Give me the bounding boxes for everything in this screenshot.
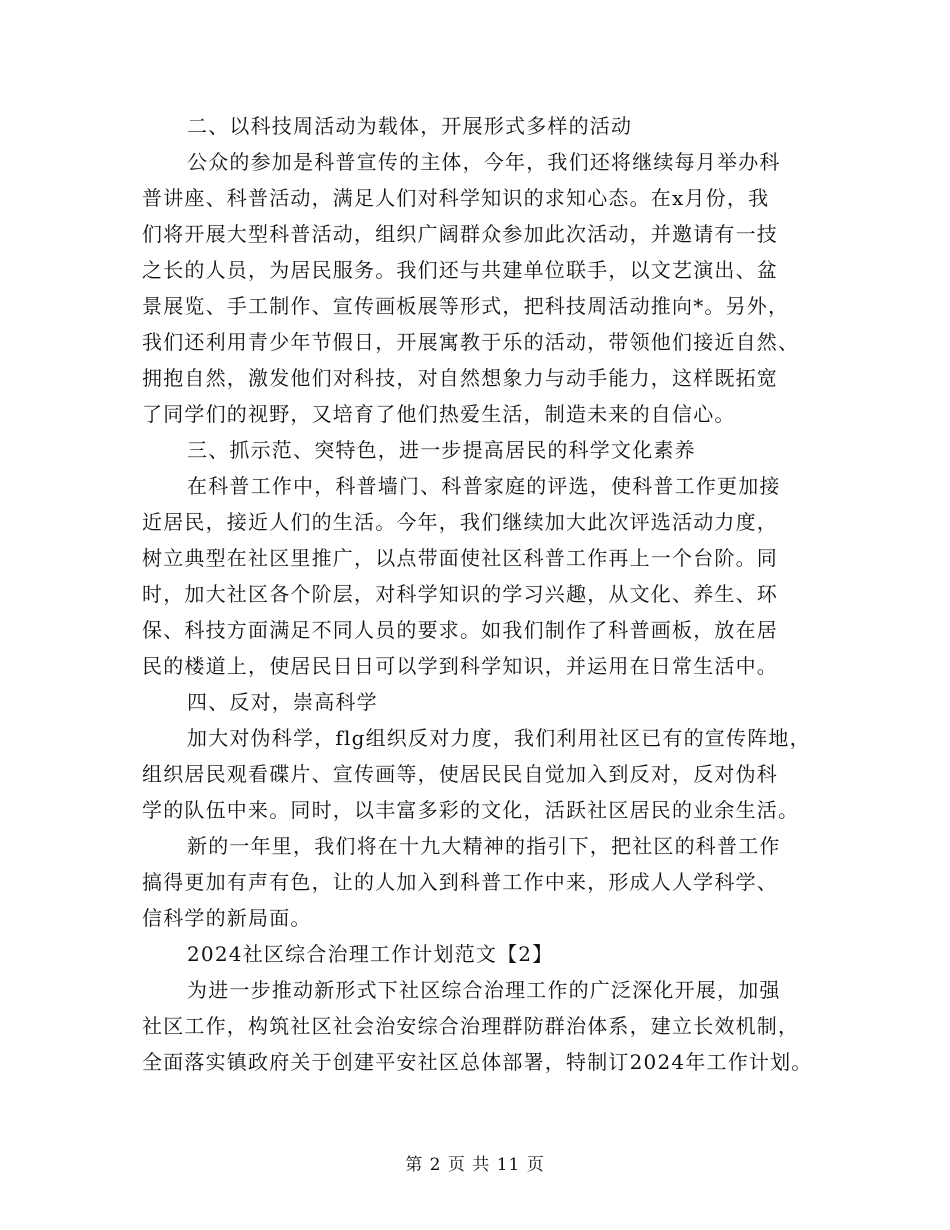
text-line: 树立典型在社区里推广，以点带面使社区科普工作再上一个台阶。同: [142, 546, 778, 570]
text-line: 景展览、手工制作、宣传画板展等形式，把科技周活动推向*。另外，: [142, 294, 790, 318]
text-line: 们将开展大型科普活动，组织广阔群众参加此次活动，并邀请有一技: [142, 222, 778, 246]
text-line: 了同学们的视野，又培育了他们热爱生活，制造未来的自信心。: [142, 402, 736, 426]
text-line: 为进一步推动新形式下社区综合治理工作的广泛深化开展，加强: [187, 978, 781, 1002]
section-heading: 三、抓示范、突特色，进一步提高居民的科学文化素养: [187, 438, 696, 462]
text-line: 在科普工作中，科普墙门、科普家庭的评选，使科普工作更加接: [187, 474, 781, 498]
text-line: 加大对伪科学，flg组织反对力度，我们利用社区已有的宣传阵地，: [187, 726, 811, 750]
section-heading: 四、反对，崇高科学: [187, 690, 378, 714]
document-title: 2024社区综合治理工作计划范文【2】: [187, 942, 554, 966]
text-line: 新的一年里，我们将在十九大精神的指引下，把社区的科普工作: [187, 834, 781, 858]
text-line: 二、以科技周活动为载体，开展形式多样的活动: [187, 114, 633, 138]
page-footer: 第 2 页 共 11 页: [405, 1155, 545, 1175]
text-line: 之长的人员，为居民服务。我们还与共建单位联手，以文艺演出、盆: [142, 258, 778, 282]
text-line: 信科学的新局面。: [142, 906, 312, 930]
text-line: 搞得更加有声有色，让的人加入到科普工作中来，形成人人学科学、: [142, 870, 778, 894]
text-line: 保、科技方面满足不同人员的要求。如我们制作了科普画板，放在居: [142, 618, 778, 642]
text-line: 学的队伍中来。同时，以丰富多彩的文化，活跃社区居民的业余生活。: [142, 798, 800, 822]
text-line: 社区工作，构筑社区社会治安综合治理群防群治体系，建立长效机制，: [142, 1014, 800, 1038]
text-line: 我们还利用青少年节假日，开展寓教于乐的活动，带领他们接近自然、: [142, 330, 800, 354]
text-line: 组织居民观看碟片、宣传画等，使居民民自觉加入到反对，反对伪科: [142, 762, 778, 786]
text-line: 全面落实镇政府关于创建平安社区总体部署，特制订2024年工作计划。: [142, 1050, 813, 1074]
text-line: 普讲座、科普活动，满足人们对科学知识的求知心态。在x月份，我: [142, 186, 770, 210]
text-line: 公众的参加是科普宣传的主体，今年，我们还将继续每月举办科: [187, 150, 781, 174]
text-line: 时，加大社区各个阶层，对科学知识的学习兴趣，从文化、养生、环: [142, 582, 778, 606]
text-line: 近居民，接近人们的生活。今年，我们继续加大此次评选活动力度，: [142, 510, 778, 534]
text-line: 民的楼道上，使居民日日可以学到科学知识，并运用在日常生活中。: [142, 654, 778, 678]
text-line: 拥抱自然，激发他们对科技，对自然想象力与动手能力，这样既拓宽: [142, 366, 778, 390]
